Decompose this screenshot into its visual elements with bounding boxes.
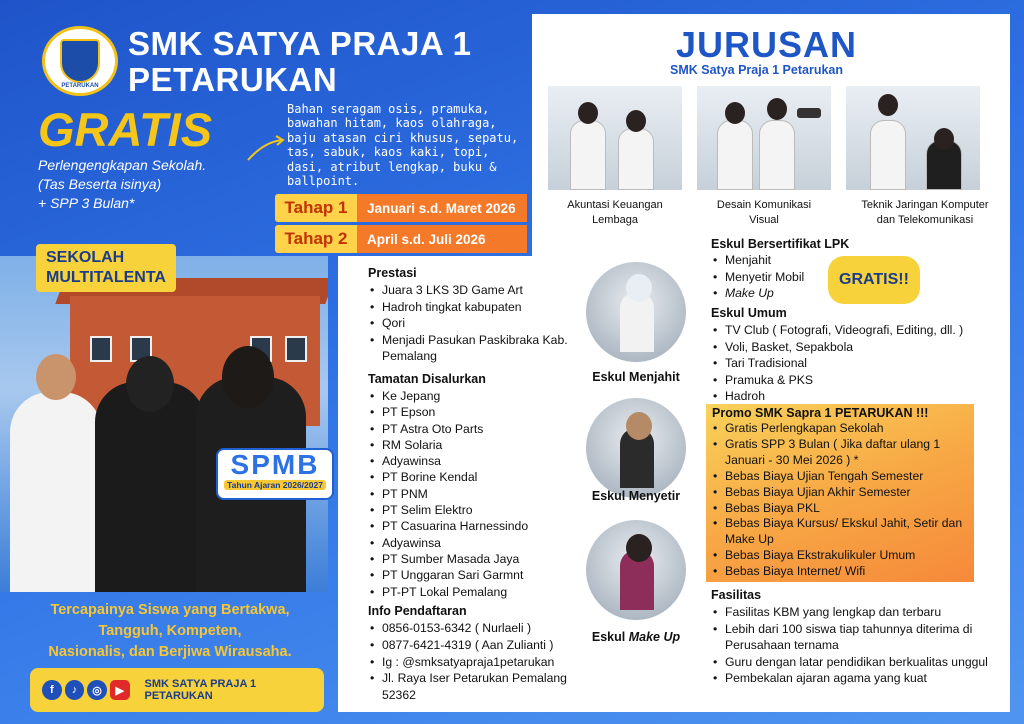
tiktok-icon[interactable]: ♪ (65, 680, 85, 700)
list-item: • Menyetir Mobil (711, 269, 891, 286)
list-item: • PT Astra Oto Parts (368, 421, 582, 437)
social-bar (30, 668, 324, 712)
student-figure (10, 392, 102, 592)
list-item: • PT Epson (368, 404, 582, 420)
student-head (222, 346, 274, 408)
list-item: • PT PNM (368, 486, 582, 502)
jurusan-label-tkj (838, 198, 1012, 228)
list-item: • Hadroh (711, 388, 1001, 405)
window (285, 336, 307, 362)
prestasi-title: Prestasi (368, 266, 417, 280)
student-head (626, 110, 646, 132)
tahap-label: Tahap 2 (275, 225, 357, 253)
list-item: • Menjadi Pasukan Paskibraka Kab. Pemalang (368, 332, 582, 365)
eskul-menjahit-photo (586, 262, 686, 362)
fasilitas-list (711, 604, 1003, 687)
jurusan-title: JURUSAN (676, 24, 858, 65)
spmb-year: Tahun Ajaran 2026/2027 (224, 480, 326, 490)
jurusan-label-line: dan Telekomunikasi (876, 214, 974, 226)
list-item: • Adyawinsa (368, 535, 582, 551)
student-head (767, 98, 787, 120)
student-figure (759, 120, 795, 190)
school-title-line2: PETARUKAN (128, 61, 338, 98)
list-item: • Fasilitas KBM yang lengkap dan terbaru (711, 604, 1003, 621)
camera-icon (797, 108, 821, 118)
jurusan-photo-tkj (846, 86, 980, 190)
list-item: • Qori (368, 315, 582, 332)
badge-line: MULTITALENTA (46, 269, 166, 286)
school-title-line1: SMK SATYA PRAJA 1 (128, 25, 472, 62)
motto-line: Tercapainya Siswa yang Bertakwa, (50, 602, 290, 618)
student-head (934, 128, 954, 150)
student-figure (570, 120, 606, 190)
info-title: Info Pendaftaran (368, 604, 467, 618)
jurusan-photo-dkv (697, 86, 831, 190)
eskul-lpk-title: Eskul Bersertifikat LPK (711, 237, 850, 251)
jurusan-label-akuntansi (548, 198, 682, 228)
list-item: • PT Selim Elektro (368, 502, 582, 518)
promo-list (711, 421, 973, 580)
instagram-handle[interactable]: • Ig : @smksatyapraja1petarukan (368, 654, 582, 671)
eskul-makeup-photo (586, 520, 686, 620)
jurusan-label-dkv (697, 198, 831, 228)
list-item: • PT-PT Lokal Pemalang (368, 584, 582, 600)
tamatan-title: Tamatan Disalurkan (368, 372, 486, 386)
student-head (126, 356, 174, 412)
jurusan-label-line: Teknik Jaringan Komputer (861, 199, 989, 211)
facebook-icon[interactable]: f (42, 680, 62, 700)
school-logo (42, 26, 118, 96)
promo-title: Promo SMK Sapra 1 PETARUKAN !!! (712, 406, 929, 420)
list-item: • Ke Jepang (368, 388, 582, 404)
address: • Jl. Raya Iser Petarukan Pemalang 52362 (368, 670, 582, 704)
eskul-umum-title: Eskul Umum (711, 306, 787, 320)
student-figure (717, 120, 753, 190)
list-item: • Gratis SPP 3 Bulan ( Jika daftar ulang 1 Januari - 30 Mei 2026 ) * (711, 437, 973, 469)
student-figure (618, 128, 654, 190)
badge-line: SEKOLAH (46, 249, 125, 266)
social-account-name: SMK SATYA PRAJA 1 PETARUKAN (144, 678, 257, 702)
student-figure (870, 120, 906, 190)
list-item: • Bebas Biaya Ujian Tengah Semester (711, 469, 973, 485)
list-item: • Bebas Biaya Ekstrakulikuler Umum (711, 548, 973, 564)
school-title (128, 26, 471, 98)
shield-icon (60, 39, 100, 83)
tahap-date: April s.d. Juli 2026 (357, 225, 527, 253)
gratis-sub-line: + SPP 3 Bulan* (38, 195, 135, 211)
tahap-1-banner (275, 194, 527, 222)
eskul-makeup-label (586, 630, 686, 644)
list-item: • Bebas Biaya Internet/ Wifi (711, 564, 973, 580)
jurusan-label-line: Visual (749, 214, 779, 226)
prestasi-list (368, 282, 582, 365)
youtube-icon[interactable]: ▶ (110, 680, 130, 700)
list-item: • Tari Tradisional (711, 355, 1001, 372)
motto-line: Tangguh, Kompeten, (98, 623, 242, 639)
eskul-prefix: Eskul (591, 630, 629, 644)
gratis-sub-line: (Tas Beserta isinya) (38, 176, 162, 192)
info-list (368, 620, 582, 704)
list-item: • Hadroh tingkat kabupaten (368, 299, 582, 316)
list-item: • Bebas Biaya Ujian Akhir Semester (711, 485, 973, 501)
bahan-description: Bahan seragam osis, pramuka, bawahan hitam, kaos olahraga, baju atasan ciri khusus, sepatu, tas, sabuk, kaos kaki, topi, dasi, atribut lengkap, buku & ballpoint. (287, 102, 519, 189)
list-item: • Voli, Basket, Sepakbola (711, 339, 1001, 356)
eskul-menyetir-label: Eskul Menyetir (591, 489, 681, 503)
eskul-makeup-em: Make Up (628, 630, 681, 644)
student-head (36, 354, 76, 400)
eskul-umum-list (711, 322, 1001, 405)
list-item: • TV Club ( Fotografi, Videografi, Editing, dll. ) (711, 322, 1001, 339)
tahap-2-banner (275, 225, 527, 253)
spmb-title: SPMB (230, 449, 320, 480)
window (90, 336, 112, 362)
list-item: • Bebas Biaya PKL (711, 501, 973, 517)
list-item: • PT Casuarina Harnessindo (368, 518, 582, 534)
list-item: • Menjahit (711, 252, 891, 269)
tahap-label: Tahap 1 (275, 194, 357, 222)
gratis-sub-line: Perlengengkapan Sekolah. (38, 157, 207, 173)
jurusan-photo-akuntansi (548, 86, 682, 190)
instagram-icon[interactable]: ◎ (87, 680, 107, 700)
gratis-subtitle (38, 156, 278, 213)
student-head (725, 102, 745, 124)
curved-arrow-icon (246, 134, 286, 164)
list-item: • Gratis Perlengkapan Sekolah (711, 421, 973, 437)
list-item: • PT Borine Kendal (368, 469, 582, 485)
jurusan-subtitle: SMK Satya Praja 1 Petarukan (670, 63, 843, 77)
jurusan-label-line: Lembaga (592, 214, 638, 226)
list-item: • Guru dengan latar pendidikan berkualitas unggul (711, 654, 1003, 671)
list-item: • PT Unggaran Sari Garmnt (368, 567, 582, 583)
jurusan-label-line: Desain Komunikasi (716, 199, 812, 211)
phone-contact[interactable]: • 0856-0153-6342 ( Nurlaeli ) (368, 620, 582, 637)
jurusan-label-line: Akuntasi Keuangan (567, 199, 663, 211)
tamatan-list (368, 388, 582, 600)
list-item: • RM Solaria (368, 437, 582, 453)
list-item: • Bebas Biaya Kursus/ Ekskul Jahit, Setir dan Make Up (711, 516, 973, 548)
list-item: • Pramuka & PKS (711, 372, 1001, 389)
gratis-heading: GRATIS (38, 103, 213, 156)
student-figure (95, 382, 205, 592)
eskul-menjahit-label: Eskul Menjahit (592, 370, 680, 384)
list-item: • Make Up (711, 285, 891, 302)
spmb-badge (216, 448, 334, 500)
list-item: • PT Sumber Masada Jaya (368, 551, 582, 567)
student-head (878, 94, 898, 116)
logo-ribbon-text: PETARUKAN (61, 83, 99, 89)
student-head (626, 274, 652, 302)
list-item: • Juara 3 LKS 3D Game Art (368, 282, 582, 299)
list-item: • Lebih dari 100 siswa tiap tahunnya diterima di Perusahaan ternama (711, 621, 1003, 654)
list-item: • Pembekalan ajaran agama yang kuat (711, 670, 1003, 687)
phone-contact[interactable]: • 0877-6421-4319 ( Aan Zulianti ) (368, 637, 582, 654)
school-motto (18, 600, 322, 663)
tahap-date: Januari s.d. Maret 2026 (357, 194, 527, 222)
gratis-badge: GRATIS!! (828, 256, 920, 304)
eskul-menyetir-photo (586, 398, 686, 498)
list-item: • Adyawinsa (368, 453, 582, 469)
student-head (626, 412, 652, 440)
multitalenta-badge (36, 244, 176, 292)
motto-line: Nasionalis, dan Berjiwa Wirausaha. (48, 644, 292, 660)
student-head (626, 534, 652, 562)
fasilitas-title: Fasilitas (711, 588, 762, 602)
student-head (578, 102, 598, 124)
students-photo (0, 256, 328, 592)
